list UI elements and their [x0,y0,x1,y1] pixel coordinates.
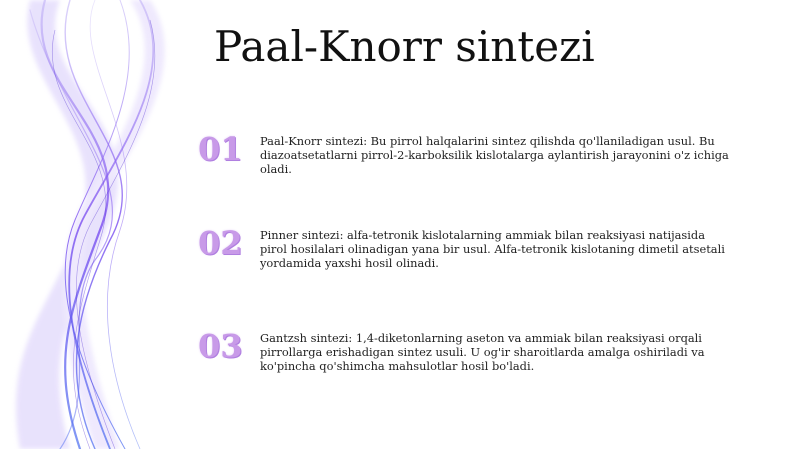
page-title: Paal-Knorr sintezi [214,22,595,71]
item-description: Pinner sintezi: alfa-tetronik kislotalarning ammiak bilan reaksiyasi natijasida pirol hosilalari olinadigan yana bir usul. Alfa-tetronik kislotaning dimetil atsetali yordamida yaxshi hosil olinadi. [260,228,725,270]
item-description: Gantzsh sintezi: 1,4-diketonlarning aseton va ammiak bilan reaksiyasi orqali pirrollarga erishadigan sintez usuli. U og'ir sharoitlarda amalga oshiriladi va ko'pincha qo'shimcha mahsulotlar hosil bo'ladi. [260,331,705,373]
item-number: 01 [198,130,243,168]
item-number: 03 [198,327,243,365]
item-description: Paal-Knorr sintezi: Bu pirrol halqalarini sintez qilishda qo'llaniladigan usul. Bu diazoatsetatlarni pirrol-2-karboksilik kislotalarga aylantirish jarayonini o'z ichiga oladi. [260,134,729,176]
decorative-smoke-wave [0,0,220,449]
item-number: 02 [198,224,243,262]
